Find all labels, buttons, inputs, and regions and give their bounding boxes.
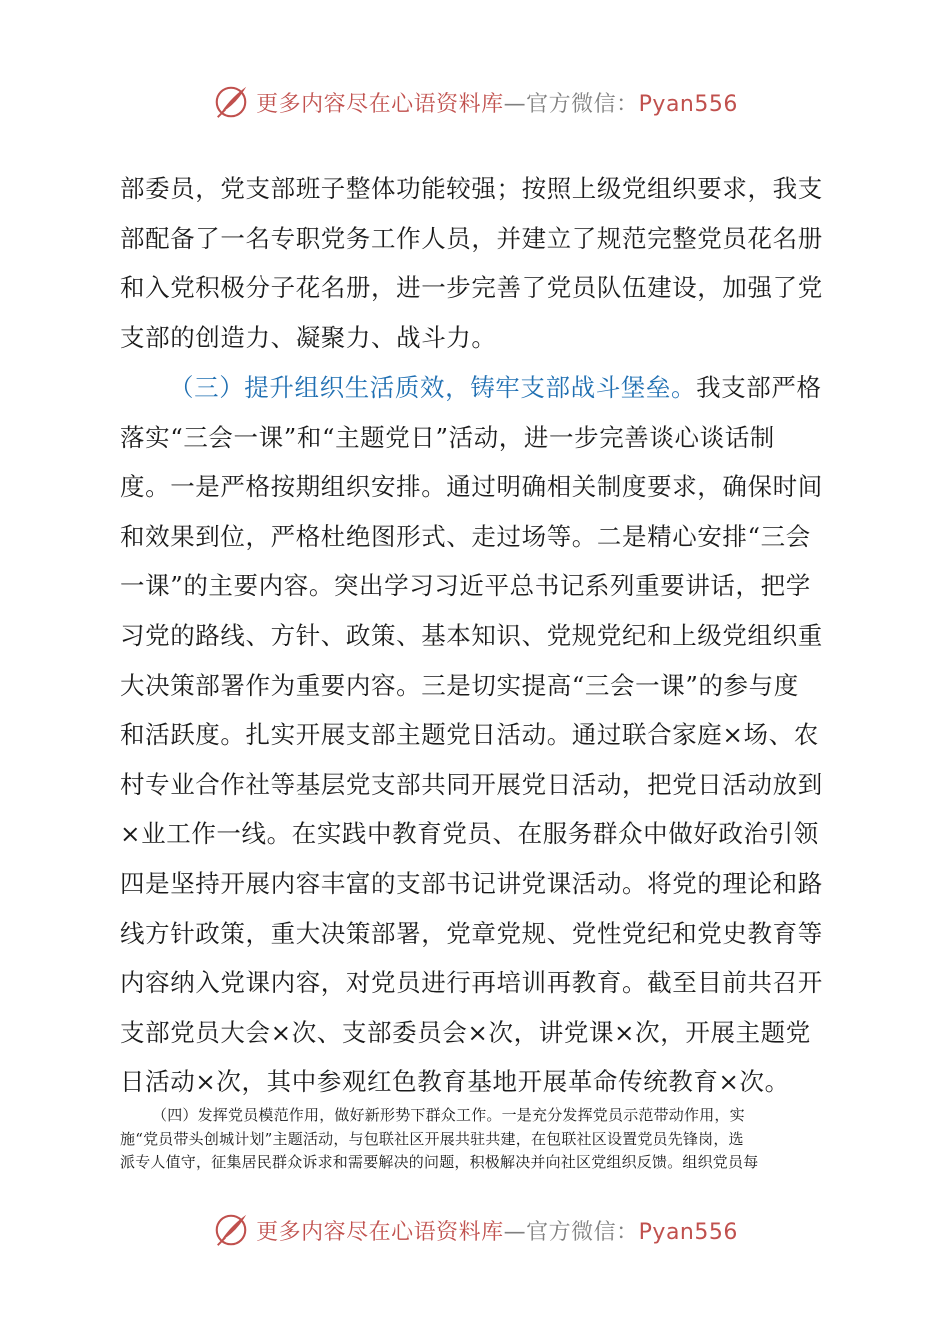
paragraph-continuation	[120, 164, 832, 362]
text-line: 和效果到位，严格杜绝图形式、走过场等。二是精心安排“三会	[120, 521, 811, 551]
text-line: ×业工作一线。在实践中教育党员、在服务群众中做好政治引领	[120, 819, 819, 849]
section-heading: （三）提升组织生活质效，铸牢支部战斗堡垒。	[169, 373, 697, 402]
watermark-label: 官方微信：	[526, 1219, 639, 1245]
footer-watermark	[0, 1208, 950, 1252]
text-line: 内容纳入党课内容，对党员进行再培训再教育。截至目前共召开	[120, 968, 823, 998]
watermark-text	[256, 1215, 738, 1246]
watermark-dash: —	[503, 1219, 527, 1245]
text-line: 和入党积极分子花名册，进一步完善了党员队伍建设，加强了党	[120, 273, 823, 303]
watermark-account: Pyan556	[638, 91, 738, 117]
text-run: 我支部严格	[696, 373, 822, 402]
watermark-text	[256, 87, 738, 118]
text-line: 派专人值守，征集居民群众诉求和需要解决的问题，积极解决并向社区党组织反馈。组织党员每	[120, 1153, 759, 1171]
text-line: 支部的创造力、凝聚力、战斗力。	[120, 322, 497, 352]
text-line: 四是坚持开展内容丰富的支部书记讲党课活动。将党的理论和路	[120, 868, 823, 898]
section-three-paragraph	[120, 363, 832, 1107]
watermark-label: 官方微信：	[526, 91, 639, 117]
text-line: 部配备了一名专职党务工作人员，并建立了规范完整党员花名册	[120, 223, 823, 253]
watermark-brand: 更多内容尽在心语资料库	[256, 1219, 504, 1245]
section-four-paragraph	[120, 1104, 832, 1175]
text-line: 和活跃度。扎实开展支部主题党日活动。通过联合家庭×场、农	[120, 720, 819, 750]
text-line: 度。一是严格按期组织安排。通过明确相关制度要求，确保时间	[120, 472, 823, 502]
text-line: 线方针政策，重大决策部署，党章党规、党性党纪和党史教育等	[120, 918, 823, 948]
watermark-dash: —	[503, 91, 527, 117]
section-heading-line	[120, 363, 832, 413]
watermark-account: Pyan556	[638, 1219, 738, 1245]
header-watermark	[0, 80, 950, 124]
quill-logo-icon	[212, 83, 250, 121]
text-line: 一课”的主要内容。突出学习习近平总书记系列重要讲话，把学	[120, 571, 811, 601]
text-line: （四）发挥党员模范作用，做好新形势下群众工作。一是充分发挥党员示范带动作用，实	[152, 1106, 745, 1124]
text-line: 日活动×次，其中参观红色教育基地开展革命传统教育×次。	[120, 1067, 790, 1097]
text-line: 支部党员大会×次、支部委员会×次，讲党课×次，开展主题党	[120, 1017, 811, 1047]
quill-logo-icon	[212, 1211, 250, 1249]
text-line: 部委员，党支部班子整体功能较强；按照上级党组织要求，我支	[120, 174, 823, 203]
text-line: 习党的路线、方针、政策、基本知识、党规党纪和上级党组织重	[120, 620, 823, 650]
text-line: 村专业合作社等基层党支部共同开展党日活动，把党日活动放到	[120, 769, 823, 799]
watermark-brand: 更多内容尽在心语资料库	[256, 91, 504, 117]
text-line: 大决策部署作为重要内容。三是切实提高“三会一课”的参与度	[120, 670, 799, 700]
text-line: 施“党员带头创城计划”主题活动，与包联社区开展共驻共建，在包联社区设置党员先锋岗，选	[120, 1129, 744, 1148]
text-line: 落实“三会一课”和“主题党日”活动，进一步完善谈心谈话制	[120, 422, 775, 452]
